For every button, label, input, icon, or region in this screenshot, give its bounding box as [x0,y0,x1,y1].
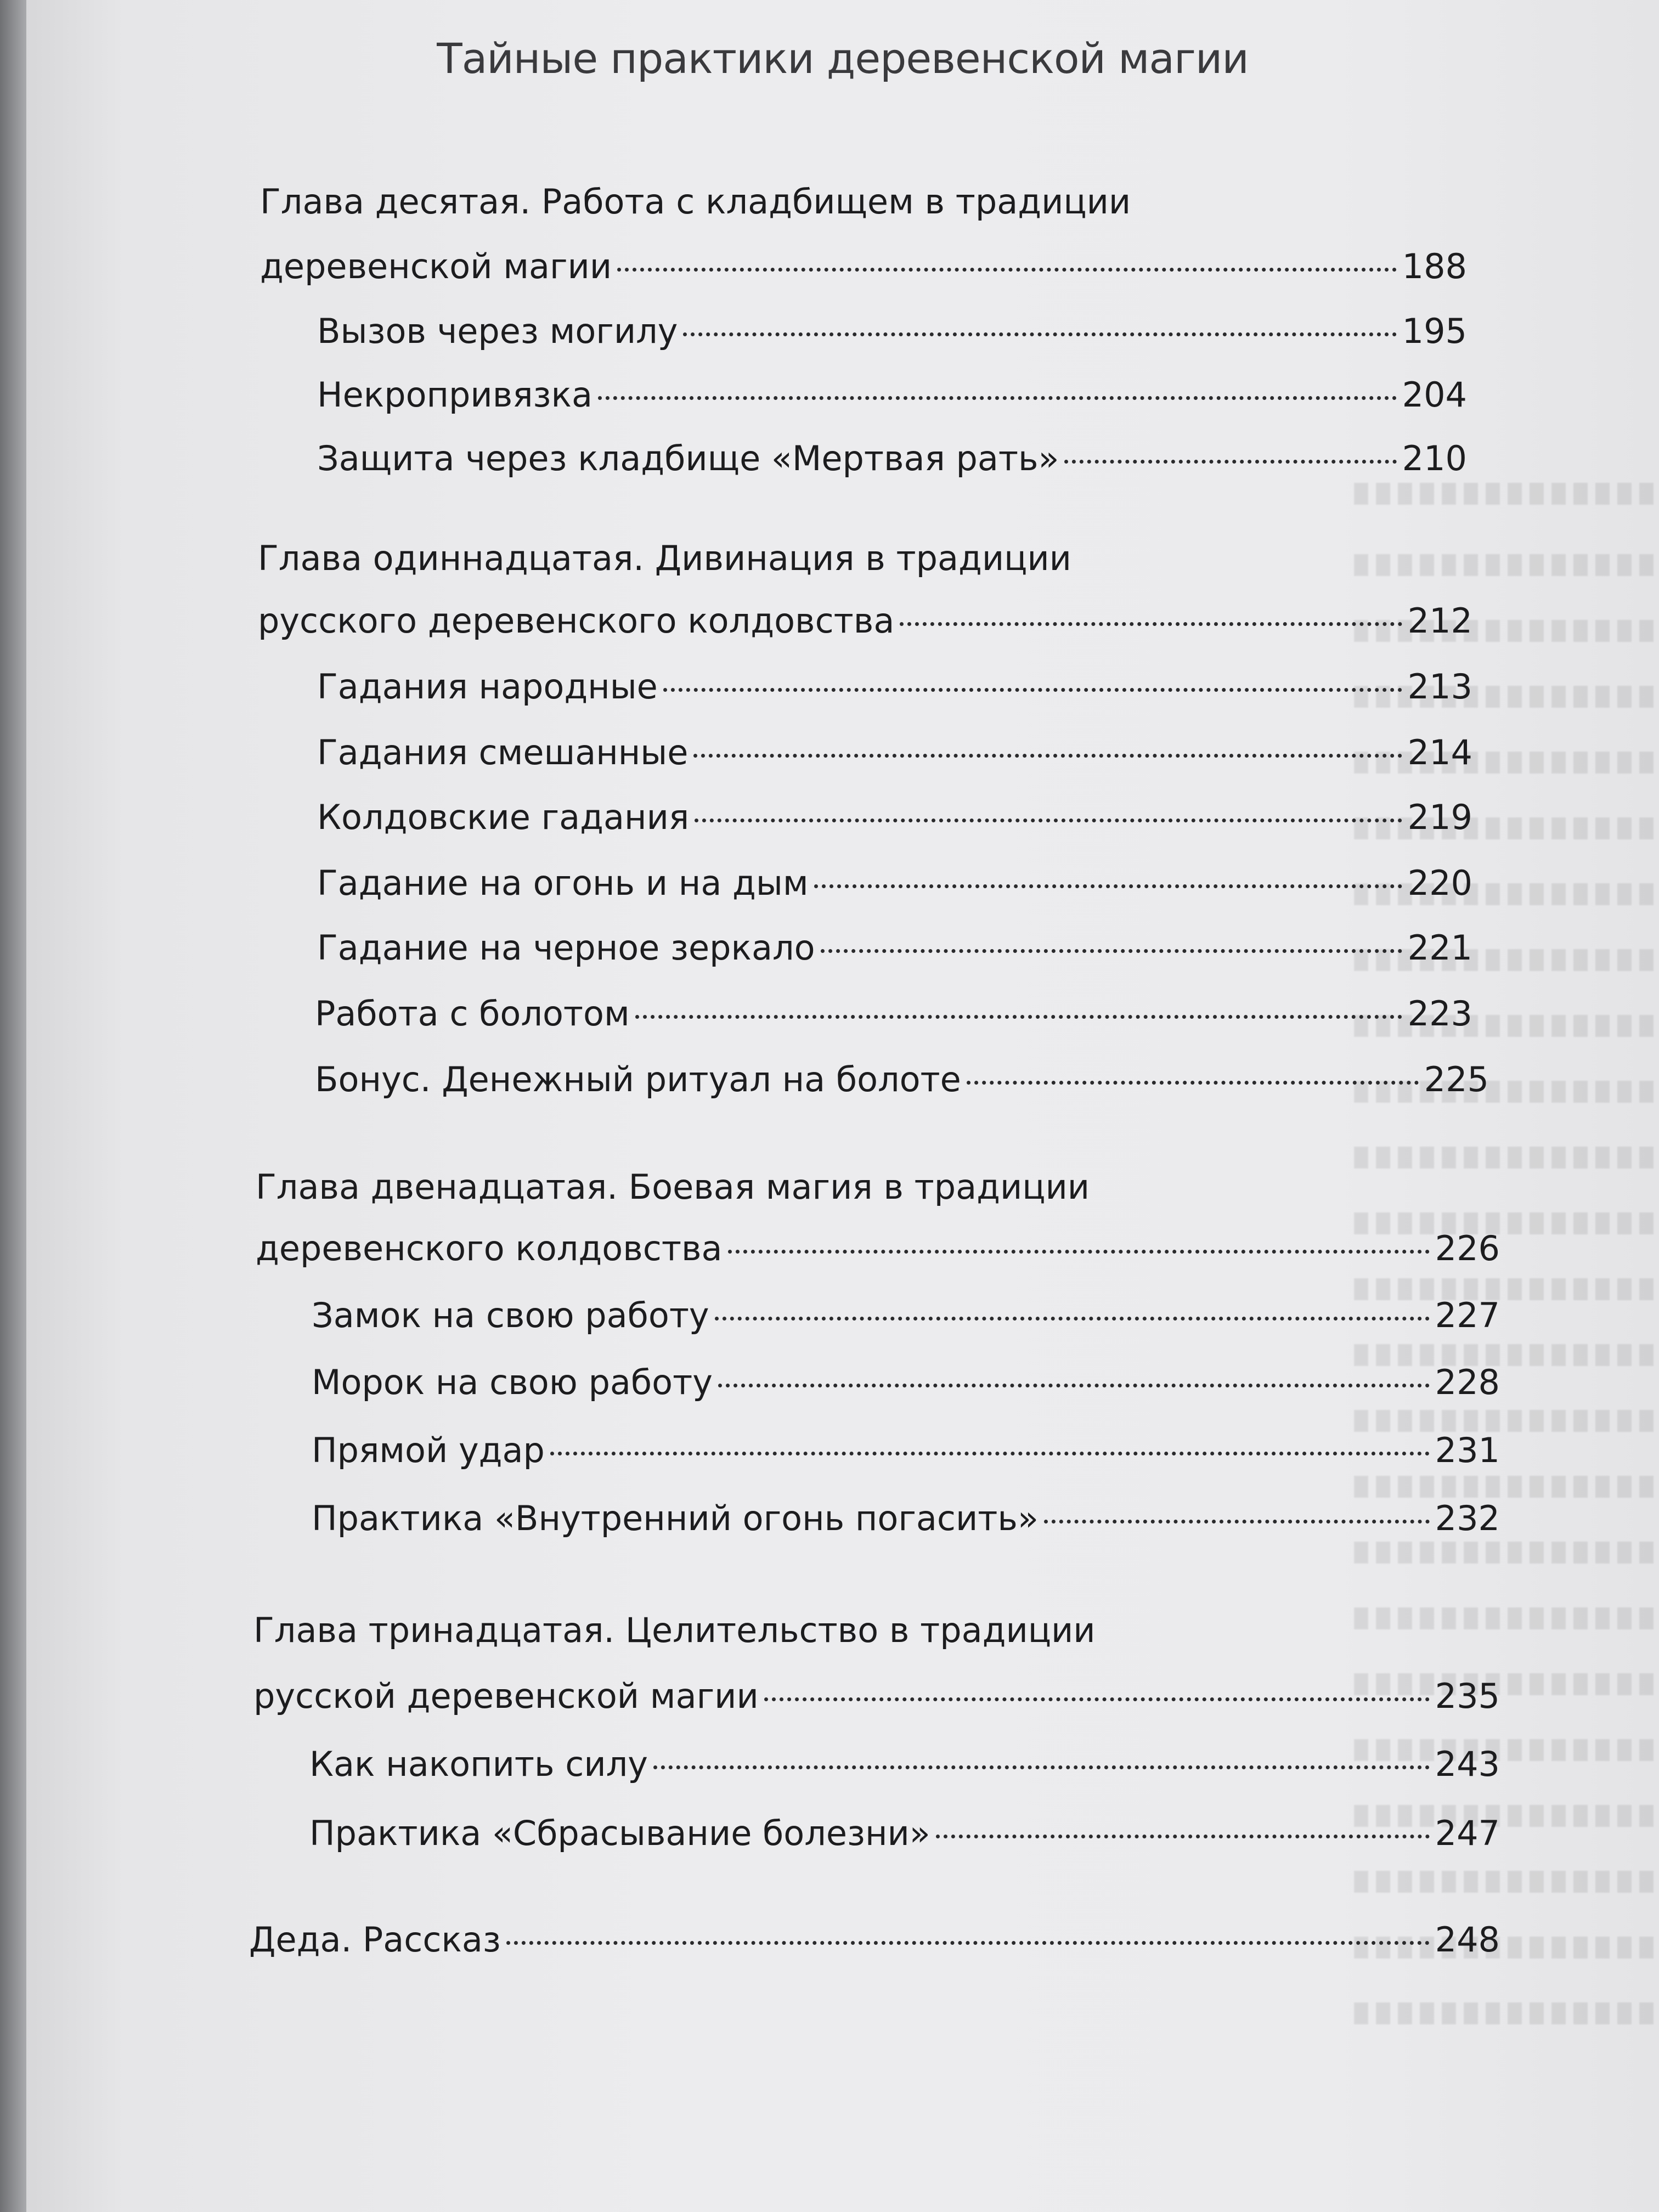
dot-leader [764,1697,1430,1701]
entry-title: Замок на свою работу [312,1295,709,1335]
chapter-13-title-line2: русской деревенской магии [253,1676,759,1716]
page-number: 247 [1435,1813,1500,1853]
chapter-10-title-line2: деревенской магии [260,246,612,286]
dot-leader [715,1317,1430,1321]
entry-title: Как накопить силу [309,1744,648,1784]
chapter-11-title-line1: Глава одиннадцатая. Дивинация в традиции [258,538,1071,578]
toc-entry[interactable] [317,861,1472,905]
dot-leader [683,332,1396,336]
chapter-11-title-line2: русского деревенского колдовства [258,601,895,641]
toc-entry[interactable] [312,1294,1500,1338]
toc-entry-final[interactable] [249,1918,1500,1962]
dot-leader [900,622,1402,626]
toc-entry[interactable] [317,926,1472,970]
entry-title: Практика «Внутренний огонь погасить» [312,1498,1039,1538]
entry-title: Защита через кладбище «Мертвая рать» [317,438,1059,478]
page-number: 223 [1407,994,1472,1034]
book-page [26,0,1659,2212]
entry-title: Гадания народные [317,667,658,707]
dot-leader [728,1250,1430,1254]
dot-leader [814,884,1402,888]
entry-title: Гадание на огонь и на дым [317,863,809,903]
toc-entry[interactable] [317,309,1467,353]
dot-leader [936,1835,1430,1838]
toc-entry[interactable] [312,1497,1500,1541]
page-number: 220 [1407,863,1472,903]
dot-leader [967,1081,1419,1085]
page-number: 204 [1402,375,1467,415]
page-number: 231 [1435,1430,1500,1470]
dot-leader [718,1384,1430,1387]
page-number: 213 [1407,667,1472,707]
entry-title: Работа с болотом [315,994,630,1034]
toc-entry-chapter-10[interactable] [260,245,1467,289]
page-number: 221 [1407,928,1472,968]
dot-leader [617,268,1397,272]
page-left-edge [0,0,26,2212]
page-number: 212 [1407,601,1472,641]
dot-leader [695,819,1402,822]
page-number: 214 [1407,732,1472,772]
dot-leader [1044,1520,1430,1523]
dot-leader [598,396,1397,400]
entry-title: Деда. Рассказ [249,1920,501,1960]
page-number: 227 [1435,1295,1500,1335]
page-number: 232 [1435,1498,1500,1538]
entry-title: Бонус. Денежный ритуал на болоте [315,1059,961,1099]
entry-title: Гадание на черное зеркало [317,928,815,968]
running-header: Тайные практики деревенской магии [437,34,1249,83]
toc-entry-chapter-12[interactable] [256,1227,1500,1271]
toc-entry[interactable] [317,373,1467,417]
page-number: 226 [1435,1228,1500,1268]
entry-title: Некропривязка [317,375,592,415]
page-number: 248 [1435,1920,1500,1960]
chapter-12-title-line2: деревенского колдовства [256,1228,723,1268]
page-number: 219 [1407,797,1472,837]
chapter-13-title-line1: Глава тринадцатая. Целительство в традиции [253,1610,1096,1650]
toc-entry[interactable] [315,1058,1489,1102]
entry-title: Морок на свою работу [312,1362,713,1402]
dot-leader [506,1941,1430,1945]
toc-entry[interactable] [317,437,1467,481]
toc-entry[interactable] [315,992,1472,1036]
table-of-contents [26,0,1659,2212]
dot-leader [653,1765,1430,1769]
entry-title: Прямой удар [312,1430,545,1470]
toc-entry[interactable] [312,1361,1500,1404]
entry-title: Вызов через могилу [317,311,678,351]
page-number: 225 [1424,1059,1489,1099]
dot-leader [821,949,1402,953]
toc-entry[interactable] [309,1742,1500,1786]
toc-entry[interactable] [317,731,1472,775]
toc-entry-chapter-11[interactable] [258,599,1472,643]
toc-entry[interactable] [309,1812,1500,1855]
dot-leader [1064,460,1396,464]
entry-title: Колдовские гадания [317,797,690,837]
toc-entry-chapter-13[interactable] [253,1674,1500,1718]
entry-title: Гадания смешанные [317,732,689,772]
toc-entry[interactable] [317,665,1472,709]
dot-leader [693,754,1402,758]
dot-leader [663,688,1402,692]
page-number: 195 [1402,311,1467,351]
dot-leader [635,1015,1402,1019]
chapter-12-title-line1: Глава двенадцатая. Боевая магия в традиции [256,1167,1090,1207]
page-number: 235 [1435,1676,1500,1716]
page-number: 210 [1402,438,1467,478]
dot-leader [550,1452,1430,1455]
page-number: 228 [1435,1362,1500,1402]
page-number: 243 [1435,1744,1500,1784]
entry-title: Практика «Сбрасывание болезни» [309,1813,930,1853]
toc-entry[interactable] [317,795,1472,839]
chapter-10-title-line1: Глава десятая. Работа с кладбищем в традиции [260,182,1131,222]
toc-entry[interactable] [312,1429,1500,1472]
page-number: 188 [1402,246,1467,286]
